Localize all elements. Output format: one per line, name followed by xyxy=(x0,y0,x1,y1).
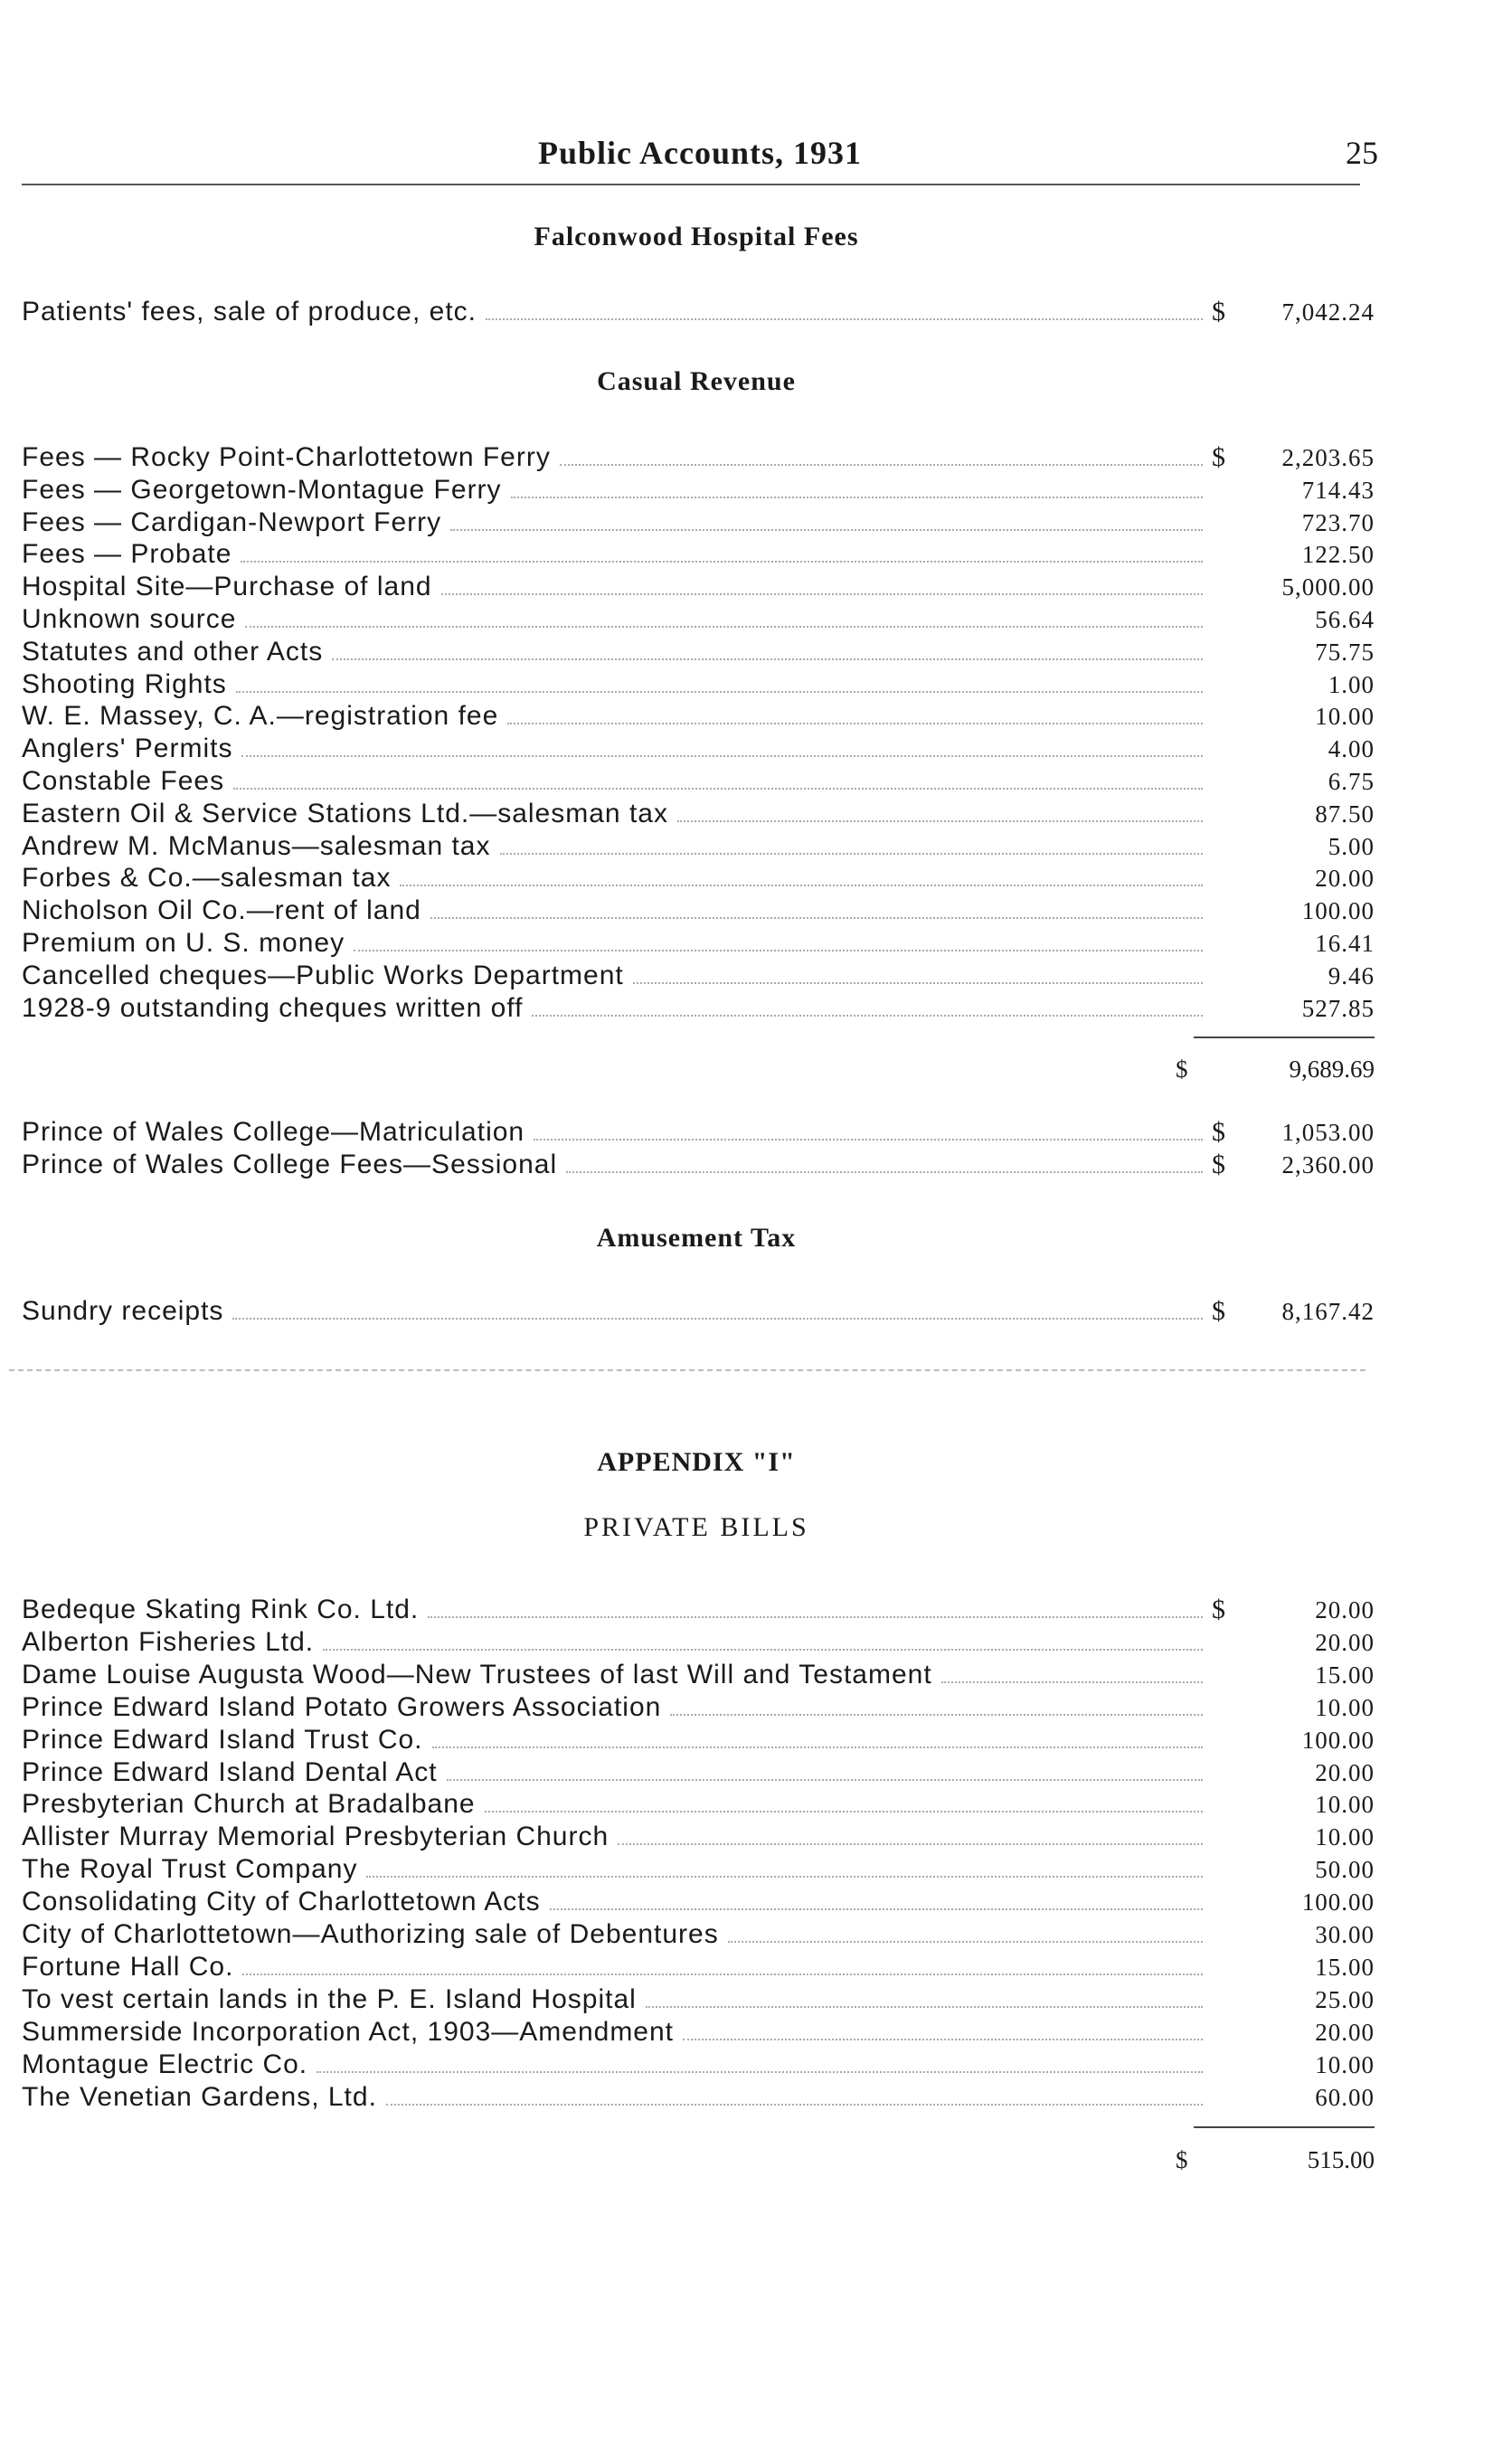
ledger-row xyxy=(22,1756,1375,1789)
ledger-row xyxy=(22,1788,1375,1821)
appendix-subheading: PRIVATE BILLS xyxy=(583,1512,809,1542)
ledger-row xyxy=(22,700,1375,733)
total-amount: 515.00 xyxy=(1307,2146,1375,2173)
leader-dots xyxy=(618,1822,1203,1845)
row-amount: 20.00 xyxy=(1315,865,1375,893)
row-amount: 20.00 xyxy=(1315,1628,1375,1656)
row-label: Alberton Fisheries Ltd. xyxy=(22,1626,315,1657)
ledger-row xyxy=(22,1821,1375,1853)
leader-dots xyxy=(532,993,1203,1017)
section-heading-casual-revenue: Casual Revenue xyxy=(597,366,796,396)
leader-dots xyxy=(683,2017,1203,2040)
row-label: Prince Edward Island Dental Act xyxy=(22,1756,438,1787)
leader-dots xyxy=(432,1725,1203,1748)
row-currency: $ xyxy=(1212,297,1226,327)
leader-dots xyxy=(500,831,1204,855)
row-amount: 6.75 xyxy=(1328,768,1375,795)
row-label: Dame Louise Augusta Wood—New Trustees of last Will and Testament xyxy=(22,1659,932,1690)
row-amount: 2,203.65 xyxy=(1281,444,1375,471)
row-amount: 5,000.00 xyxy=(1281,573,1375,601)
row-amount: 30.00 xyxy=(1315,1921,1375,1948)
row-amount: 56.64 xyxy=(1315,606,1375,633)
leader-dots xyxy=(560,442,1203,466)
row-amount: 100.00 xyxy=(1301,897,1375,925)
ledger-row xyxy=(22,2081,1375,2114)
ledger-row xyxy=(22,506,1375,539)
row-label: Fees — Probate xyxy=(22,539,232,570)
leader-dots xyxy=(677,799,1203,822)
row-amount: 714.43 xyxy=(1301,476,1375,504)
ledger-row xyxy=(22,603,1375,636)
ledger-row xyxy=(22,733,1375,765)
leader-dots xyxy=(670,1692,1203,1716)
row-label: Prince of Wales College Fees—Sessional xyxy=(22,1150,558,1179)
ledger-row xyxy=(22,2016,1375,2049)
leader-dots xyxy=(400,863,1203,886)
row-amount: 25.00 xyxy=(1315,1985,1375,2013)
row-label: Consolidating City of Charlottetown Acts xyxy=(22,1887,541,1917)
row-label: The Venetian Gardens, Ltd. xyxy=(22,2081,377,2112)
row-currency: $ xyxy=(1212,1296,1226,1326)
row-label: Fees — Cardigan-Newport Ferry xyxy=(22,506,442,537)
leader-dots xyxy=(566,1150,1203,1173)
leader-dots xyxy=(550,1887,1203,1910)
row-amount: 16.41 xyxy=(1315,930,1375,957)
row-label: Allister Murray Memorial Presbyterian Church xyxy=(22,1822,610,1852)
ledger-row xyxy=(22,1983,1375,2016)
row-amount: 10.00 xyxy=(1315,703,1375,731)
leader-dots xyxy=(245,604,1203,628)
row-amount: 75.75 xyxy=(1315,638,1375,666)
row-amount: 60.00 xyxy=(1315,2083,1375,2111)
ledger-row xyxy=(22,1295,1375,1328)
page-number: 25 xyxy=(1346,135,1378,171)
leader-dots xyxy=(428,1595,1203,1618)
leader-dots xyxy=(430,895,1203,919)
row-amount: 1,053.00 xyxy=(1281,1119,1375,1146)
leader-dots xyxy=(486,297,1203,320)
leader-dots xyxy=(646,1984,1203,2008)
row-currency: $ xyxy=(1212,1117,1226,1147)
row-label: Montague Electric Co. xyxy=(22,2049,308,2079)
row-amount: 2,360.00 xyxy=(1281,1151,1375,1178)
leader-dots xyxy=(233,766,1203,790)
row-label: The Royal Trust Company xyxy=(22,1854,358,1885)
ledger-row xyxy=(22,992,1375,1025)
leader-dots xyxy=(242,1952,1203,1975)
row-label: Forbes & Co.—salesman tax xyxy=(22,863,392,894)
row-amount: 7,042.24 xyxy=(1281,298,1375,326)
row-label: To vest certain lands in the P. E. Island Hospital xyxy=(22,1983,637,2014)
row-amount: 122.50 xyxy=(1301,541,1375,569)
leader-dots xyxy=(236,669,1203,693)
ledger-row xyxy=(22,1116,1375,1149)
row-amount: 20.00 xyxy=(1315,2018,1375,2046)
row-amount: 10.00 xyxy=(1315,2050,1375,2078)
section-heading-amusement-tax: Amusement Tax xyxy=(596,1223,797,1253)
row-label: 1928-9 outstanding cheques written off xyxy=(22,992,524,1023)
total-currency: $ xyxy=(1176,2146,1188,2173)
ledger-row xyxy=(22,296,1375,328)
row-label: Prince of Wales College—Matriculation xyxy=(22,1117,525,1147)
ledger-row xyxy=(22,538,1375,571)
ledger-row xyxy=(22,894,1375,927)
leader-dots xyxy=(232,1296,1203,1320)
sum-rule xyxy=(1194,2126,1375,2128)
page-header xyxy=(22,134,1378,179)
row-label: Cancelled cheques—Public Works Department xyxy=(22,960,624,990)
leader-dots xyxy=(441,572,1203,595)
ledger-row xyxy=(22,571,1375,603)
row-currency: $ xyxy=(1212,1595,1226,1624)
row-label: Fees — Georgetown-Montague Ferry xyxy=(22,474,502,505)
ledger-row xyxy=(22,1886,1375,1918)
row-amount: 527.85 xyxy=(1301,994,1375,1022)
row-amount: 1.00 xyxy=(1328,670,1375,698)
row-label: Sundry receipts xyxy=(22,1296,224,1326)
row-amount: 5.00 xyxy=(1328,832,1375,860)
leader-dots xyxy=(507,701,1203,724)
leader-dots xyxy=(317,2049,1203,2073)
appendix-heading: APPENDIX "I" xyxy=(597,1447,796,1477)
sum-rule xyxy=(1194,1036,1375,1038)
leader-dots xyxy=(485,1789,1203,1813)
header-rule xyxy=(22,184,1360,185)
leader-dots xyxy=(534,1117,1203,1141)
row-label: Fortune Hall Co. xyxy=(22,1951,234,1982)
ledger-row xyxy=(22,441,1375,474)
ledger-row xyxy=(22,1724,1375,1756)
ledger-row xyxy=(22,830,1375,863)
row-label: Premium on U. S. money xyxy=(22,928,345,958)
row-amount: 20.00 xyxy=(1315,1758,1375,1786)
row-label: Shooting Rights xyxy=(22,668,227,699)
row-label: Fees — Rocky Point-Charlottetown Ferry xyxy=(22,442,551,472)
ledger-row xyxy=(22,1594,1375,1626)
row-label: Hospital Site—Purchase of land xyxy=(22,572,432,602)
row-amount: 15.00 xyxy=(1315,1661,1375,1689)
ledger-row xyxy=(22,1691,1375,1724)
row-label: Patients' fees, sale of produce, etc. xyxy=(22,297,477,327)
ledger-row xyxy=(22,1918,1375,1951)
leader-dots xyxy=(511,475,1203,498)
row-amount: 15.00 xyxy=(1315,1953,1375,1981)
row-label: Eastern Oil & Service Stations Ltd.—salesman tax xyxy=(22,798,668,828)
row-label: Anglers' Permits xyxy=(22,734,233,764)
row-label: Statutes and other Acts xyxy=(22,636,324,667)
row-amount: 10.00 xyxy=(1315,1823,1375,1851)
row-label: Prince Edward Island Potato Growers Association xyxy=(22,1691,662,1722)
ledger-row xyxy=(22,636,1375,668)
total-amount: 9,689.69 xyxy=(1289,1055,1375,1083)
row-currency: $ xyxy=(1212,442,1226,472)
row-amount: 100.00 xyxy=(1301,1888,1375,1917)
leader-dots xyxy=(332,637,1203,660)
leader-dots xyxy=(241,539,1203,563)
ledger-row xyxy=(22,1149,1375,1181)
leader-dots xyxy=(386,2082,1203,2106)
row-currency: $ xyxy=(1212,1150,1226,1179)
leader-dots xyxy=(241,734,1203,757)
ledger-row xyxy=(22,927,1375,960)
row-amount: 723.70 xyxy=(1301,508,1375,536)
leader-dots xyxy=(366,1854,1203,1878)
appendix-total xyxy=(1176,2144,1375,2176)
row-label: City of Charlottetown—Authorizing sale of Debentures xyxy=(22,1919,719,1949)
page-title: Public Accounts, 1931 xyxy=(537,135,863,171)
row-label: Unknown source xyxy=(22,604,237,634)
leader-dots xyxy=(941,1660,1203,1683)
row-amount: 8,167.42 xyxy=(1281,1298,1375,1325)
row-label: Summerside Incorporation Act, 1903—Amendment xyxy=(22,2016,675,2047)
row-label: W. E. Massey, C. A.—registration fee xyxy=(22,701,499,732)
leader-dots xyxy=(354,928,1203,951)
row-label: Andrew M. McManus—salesman tax xyxy=(22,830,491,861)
leader-dots xyxy=(450,507,1203,531)
row-amount: 50.00 xyxy=(1315,1856,1375,1884)
ledger-row xyxy=(22,798,1375,830)
ledger-row xyxy=(22,1951,1375,1983)
row-label: Nicholson Oil Co.—rent of land xyxy=(22,895,421,926)
leader-dots xyxy=(323,1627,1203,1651)
ledger-row xyxy=(22,474,1375,506)
row-label: Bedeque Skating Rink Co. Ltd. xyxy=(22,1595,420,1624)
ledger-row xyxy=(22,862,1375,894)
leader-dots xyxy=(447,1757,1203,1781)
ledger-row xyxy=(22,668,1375,701)
casual-total xyxy=(1176,1053,1375,1085)
row-amount: 10.00 xyxy=(1315,1791,1375,1819)
ledger-row xyxy=(22,2049,1375,2081)
row-amount: 20.00 xyxy=(1315,1596,1375,1623)
ledger-row xyxy=(22,1626,1375,1659)
leader-dots xyxy=(633,961,1203,984)
row-amount: 100.00 xyxy=(1301,1726,1375,1754)
ledger-row xyxy=(22,960,1375,992)
row-label: Presbyterian Church at Bradalbane xyxy=(22,1789,476,1820)
row-label: Prince Edward Island Trust Co. xyxy=(22,1724,423,1755)
total-currency: $ xyxy=(1176,1055,1188,1083)
row-amount: 87.50 xyxy=(1315,800,1375,828)
row-amount: 10.00 xyxy=(1315,1693,1375,1721)
ledger-row xyxy=(22,765,1375,798)
ledger-row xyxy=(22,1853,1375,1886)
row-amount: 9.46 xyxy=(1328,961,1375,989)
ledger-row xyxy=(22,1659,1375,1691)
section-heading-falconwood: Falconwood Hospital Fees xyxy=(534,222,859,251)
row-label: Constable Fees xyxy=(22,766,225,796)
leader-dots xyxy=(728,1919,1203,1943)
section-divider xyxy=(9,1369,1366,1371)
row-amount: 4.00 xyxy=(1328,735,1375,763)
